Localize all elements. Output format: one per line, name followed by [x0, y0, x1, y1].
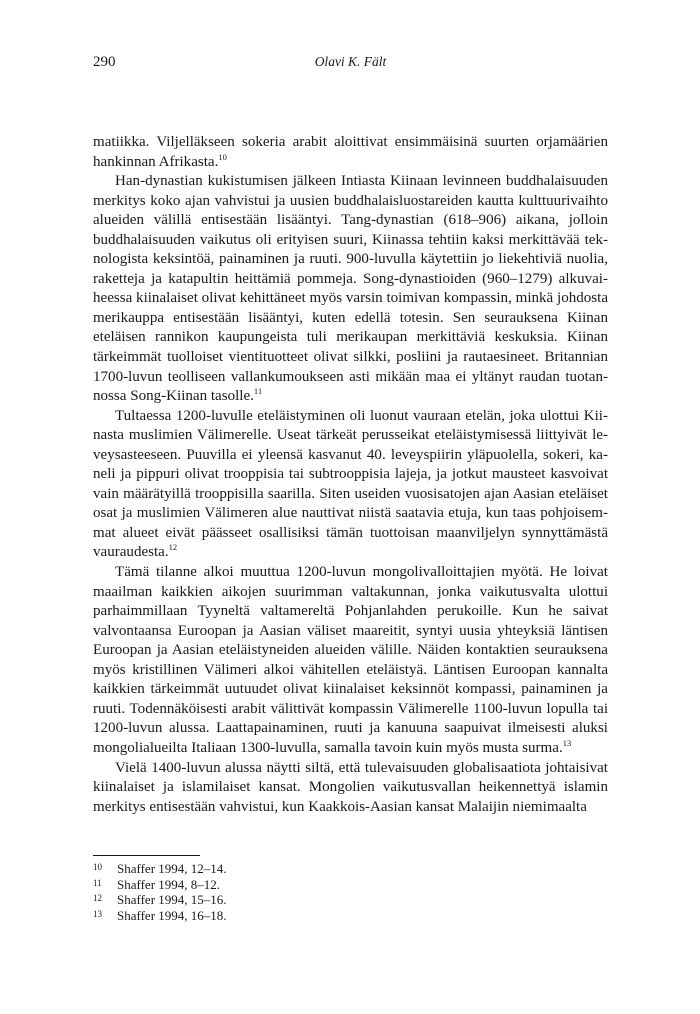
paragraph-2 [93, 172, 608, 407]
footnote-number: 10 [93, 862, 102, 872]
paragraph-text: Han-dynastian kukistumisen jälkeen Intiasta Kiinaan levinneen buddhalaisuuden merkitys koko ajan vahvistui ja uusien buddhalaisluostareiden kautta kulttuurivaihto alueiden välillä entisestään lisääntyi. Tang-dynastian (618–906) aikana, jolloin buddhalaisuuden vaikutus oli erityisen suuri, Kiinassa tehtiin kaksi merkittävää teknologista keksintöä, painaminen ja ruuti. 900-luvulla käytettiin jo liekehtiviä nuolia, raketteja ja katapultin heittämiä pommeja. Song-dynastioiden (960–1279) alkuvaiheessa kiinalaiset olivat kehittäneet myös varsin toimivan kompassin, minkä johdosta merikauppa entisestään lisääntyi, kuten edellä totesin. Sen seurauksena Kiinan eteläisen rannikon kaupungeista tuli merikaupan merkittäviä keskuksia. Kiinan tärkeimmät tuolloiset vientituotteet olivat silkki, posliini ja rautaesineet. Britannian 1700-luvun teolliseen vallankumoukseen asti mikään maa ei yltänyt raudan tuotannossa Song-Kiinan tasolle. [93, 173, 608, 405]
paragraph-1 [93, 133, 608, 172]
page-header [93, 54, 608, 74]
footnote-item [93, 861, 608, 877]
footnote-divider [93, 855, 200, 856]
footnote-ref[interactable]: 10 [218, 151, 227, 162]
footnote-number: 11 [93, 877, 102, 888]
footnote-text: Shaffer 1994, 16–18. [117, 907, 227, 923]
paragraph-text: Tultaessa 1200-luvulle eteläistyminen oli luonut vauraan etelän, joka ulottui Kiinasta muslimien Välimerelle. Useat tärkeät perusseikat eteläistymisessä liittyivät leveysasteeseen. Puuvilla ei yleensä kasvanut 40. leveyspiirin yläpuolella, sokeri, kaneli ja pippuri olivat trooppisia tai subtrooppisia lajeja, ja jotkut mausteet kasvoivat vain määrätyillä trooppisilla saarilla. Siten useiden vuosisatojen ajan Aasian eteläiset osat ja muslimien Välimeren alue nauttivat niistä saatavia etuja, kun taas pohjoisemmat alueet eivät päässeet osallisiksi tämän tuottoisan maanviljelyn synnyttämästä vauraudesta. [93, 407, 608, 561]
footnote-ref[interactable]: 12 [168, 542, 178, 553]
paragraph-text: Tämä tilanne alkoi muuttua 1200-luvun mongolivalloittajien myötä. He loivat maailman kaikkien aikojen suurimman valtakunnan, jonka vaikutusvalta ulottui parhaimmillaan Tyyneltä valtamereltä Pohjanlahden perukoille. Kun he saivat valvontaansa Euroopan ja Aasian väliset maareitit, syntyi uusia yhteyksiä läntisen Euroopan ja Aasian eteläistyneiden alueiden välille. Näiden kontaktien seurauksena myös kristillinen Välimeri alkoi vähitellen eteläistyä. Läntisen Euroopan kannalta kaikkien tärkeimmät uutuudet olivat kiinalaiset keksinnöt kompassi, painaminen ja ruuti. Todennäköisesti arabit välittivät kompassin Välimerelle 1100-luvun lopulla tai 1200-luvun alussa. Laattapainaminen, ruuti ja kanuuna saapuivat ilmeisesti aluksi mongolialueilta Italiaan 1300-luvulla, samalla tavoin kuin myös musta surma. [93, 564, 608, 756]
body-text [93, 133, 608, 817]
footnotes [93, 861, 608, 923]
footnote-text: Shaffer 1994, 8–12. [117, 876, 221, 892]
page-number: 290 [93, 54, 116, 70]
footnote-ref[interactable]: 11 [253, 386, 263, 397]
footnote-number: 12 [93, 893, 102, 903]
footnote-number: 13 [93, 908, 102, 919]
footnote-text: Shaffer 1994, 12–14. [117, 861, 227, 876]
paragraph-text: matiikka. Viljelläkseen sokeria arabit aloittivat ensimmäisinä suurten orjamäärien hankinnan Afrikasta. [93, 134, 608, 170]
footnote-item [93, 908, 608, 924]
paragraph-3 [93, 407, 608, 563]
footnote-item [93, 877, 608, 893]
footnote-text: Shaffer 1994, 15–16. [117, 892, 227, 907]
paragraph-4 [93, 563, 608, 758]
running-head: Olavi K. Fält [314, 54, 387, 69]
footnote-ref[interactable]: 13 [562, 737, 572, 748]
paragraph-text: Vielä 1400-luvun alussa näytti siltä, että tulevaisuuden globalisaatiota johtaisivat kiinalaiset ja islamilaiset kansat. Mongolien vaikutusvallan heikennettyä islamin merkitys entisestään vahvistui, kun Kaakkois-Aasian kansat Malaijin niemimaalta [93, 759, 608, 815]
paragraph-5 [93, 759, 608, 818]
footnote-item [93, 892, 608, 908]
